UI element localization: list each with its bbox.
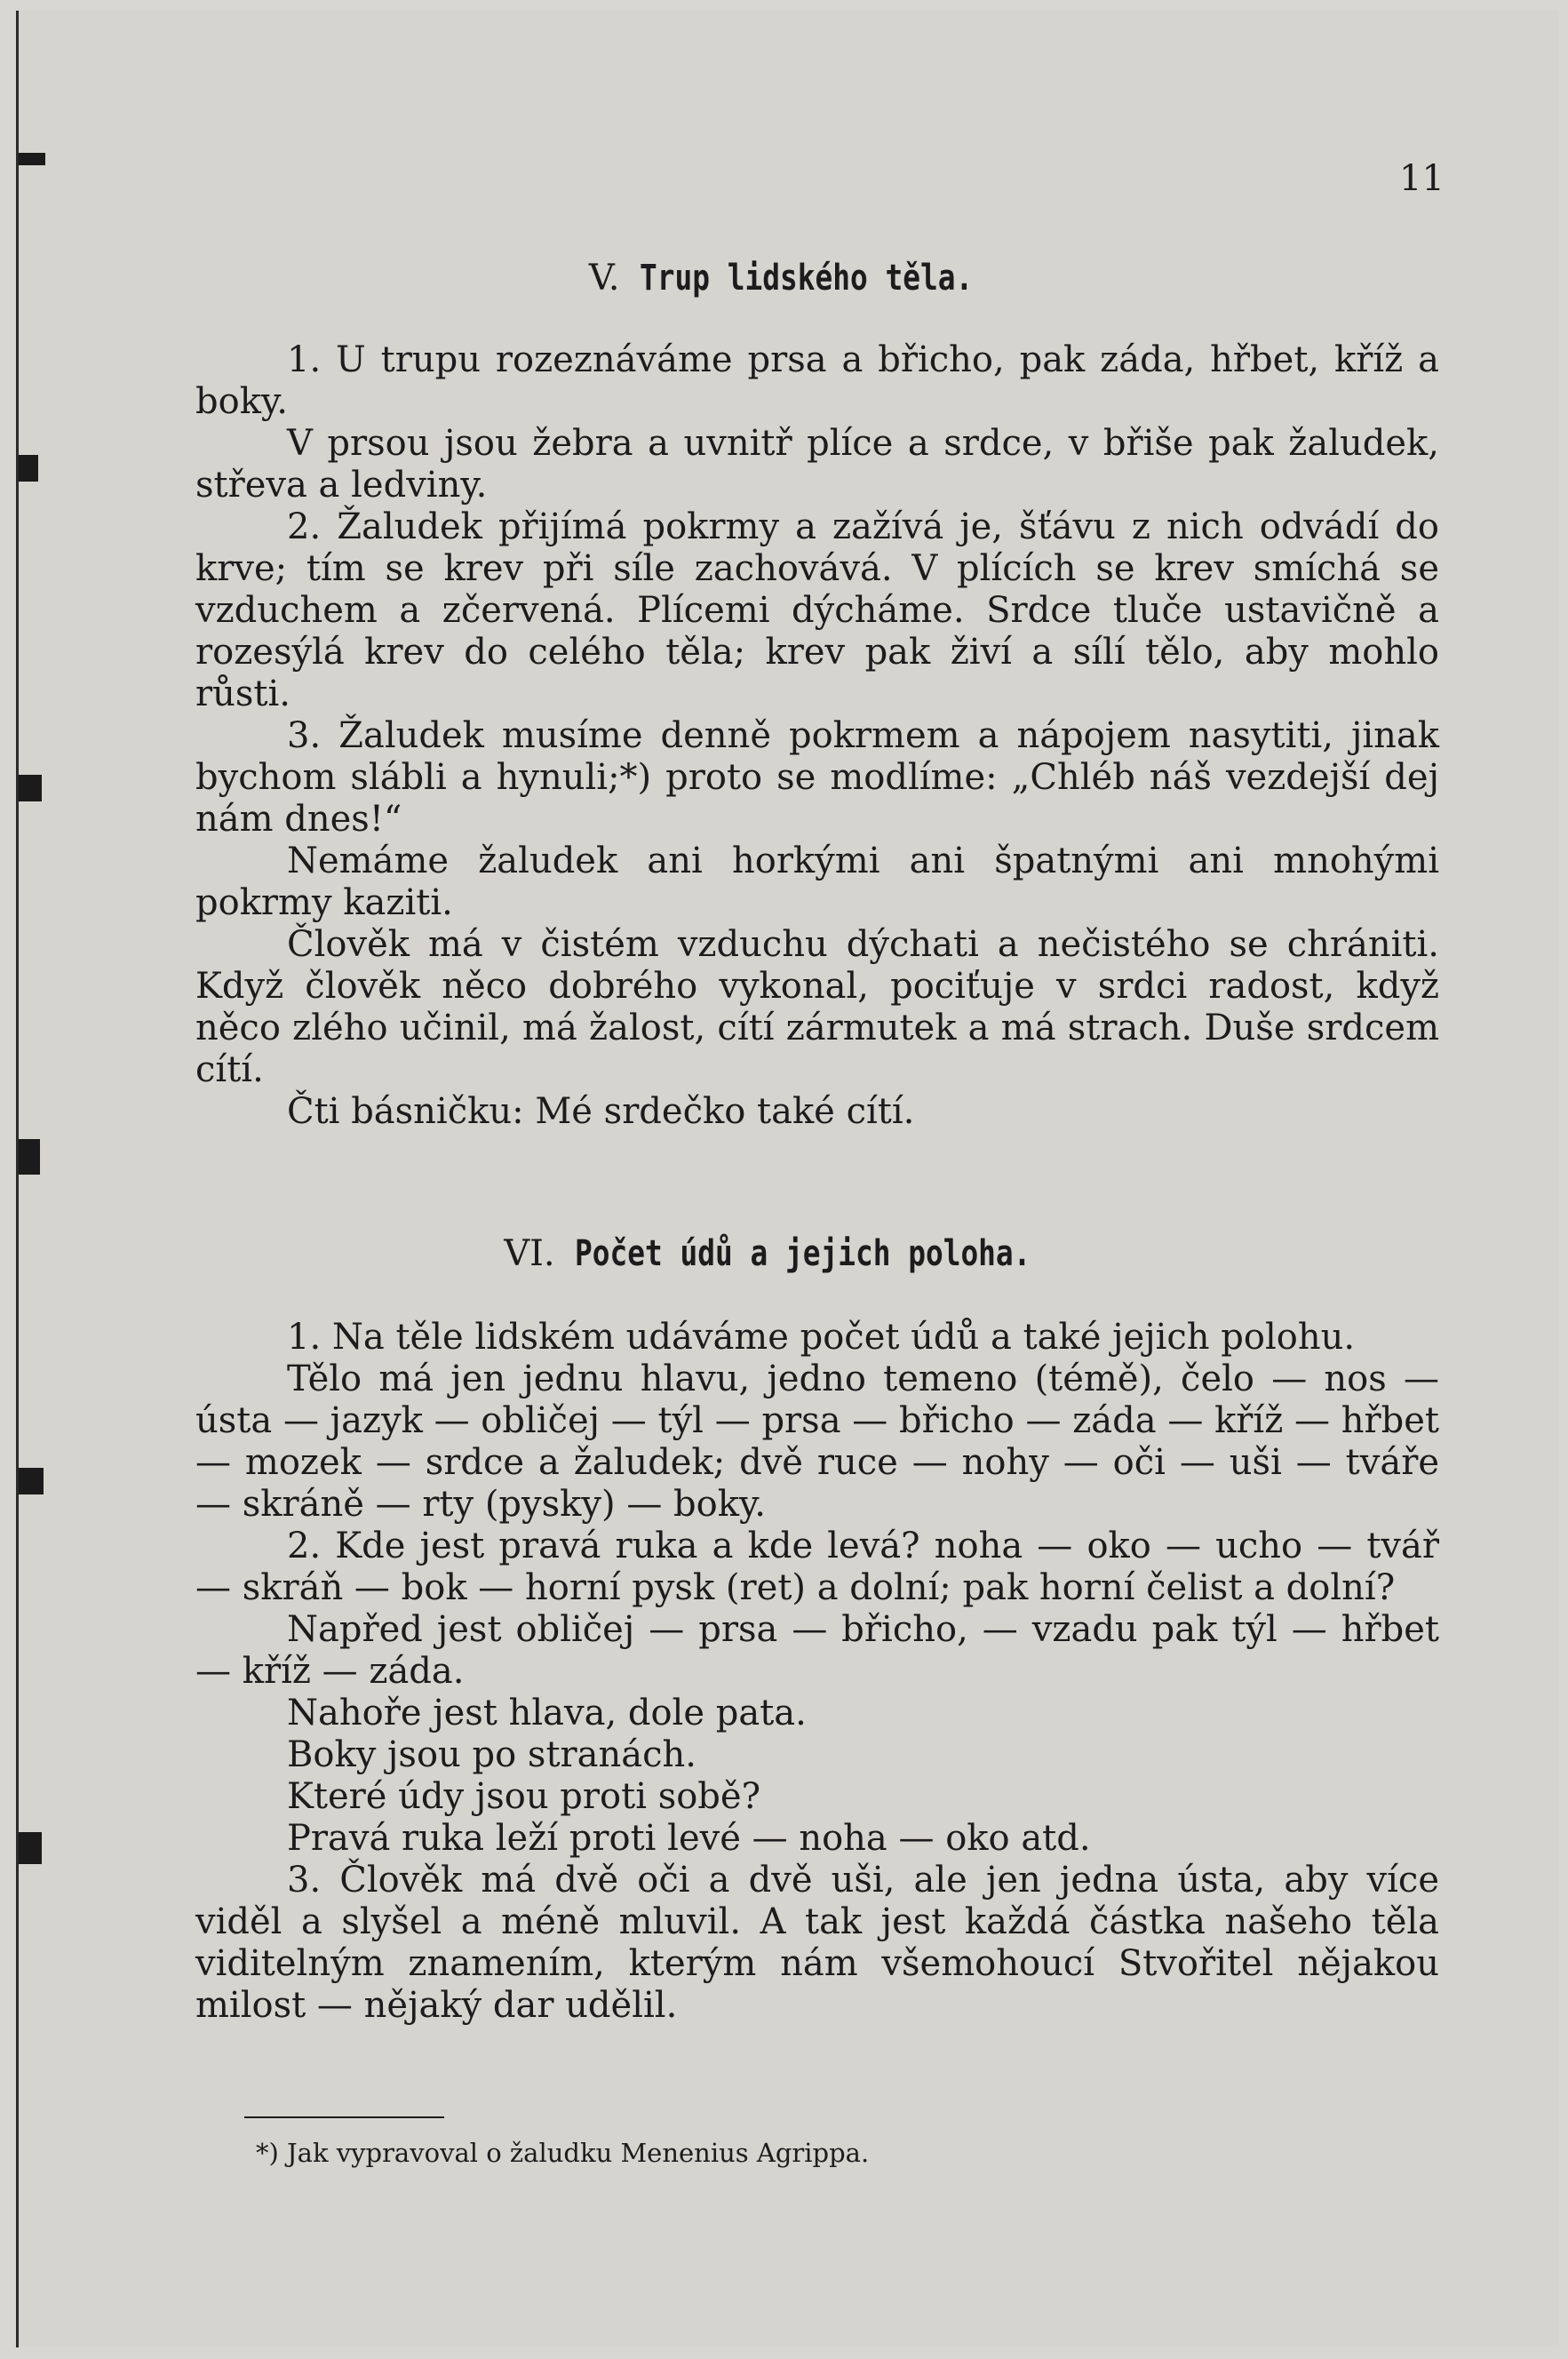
paragraph: 2. Kde jest pravá ruka a kde levá? noha — oko — ucho — tvář — skráň — bok — horní pysk (ret) a dolní; pak horní čelist a dolní?: [195, 1526, 1439, 1608]
binding-mark: [19, 775, 42, 801]
paragraph: Pravá ruka leží proti levé — noha — oko atd.: [287, 1818, 1091, 1859]
paragraph: Člověk má v čistém vzduchu dýchati a nečistého se chrániti. Když člověk něco dobrého vykonal, pociťuje v srdci radost, když něco zlého učinil, má žalost, cítí zármutek a má strach. Duše srdcem cítí.: [195, 924, 1439, 1090]
paragraph: 3. Žaludek musíme denně pokrmem a nápojem nasytiti, jinak bychom slábli a hynuli;*) proto se modlíme: „Chléb náš vezdejší dej nám dnes!“: [195, 715, 1439, 840]
section-heading-v: [195, 258, 1439, 299]
binding-mark: [19, 1468, 44, 1494]
paragraph: Boky jsou po stranách.: [287, 1734, 696, 1775]
binding-mark: [19, 1139, 40, 1175]
section-title: Počet údů a jejich poloha.: [574, 1233, 1031, 1274]
paragraph: Nahoře jest hlava, dole pata.: [287, 1693, 807, 1733]
paragraph: 2. Žaludek přijímá pokrmy a zažívá je, šťávu z nich odvádí do krve; tím se krev při síle zachovává. V plících se krev smíchá se vzduchem a zčervená. Plícemi dýcháme. Srdce tluče ustavičně a rozesýlá krev do celého těla; krev pak živí a sílí tělo, aby mohlo růsti.: [195, 506, 1439, 714]
paragraph: Napřed jest obličej — prsa — břicho, — vzadu pak týl — hřbet — kříž — záda.: [195, 1609, 1439, 1692]
page-number: 11: [1399, 158, 1445, 199]
footnote: *) Jak vypravoval o žaludku Menenius Agrippa.: [256, 2138, 870, 2168]
section-heading-vi: [195, 1233, 1439, 1275]
section-title: Trup lidského těla.: [639, 258, 973, 299]
section-number: VI.: [504, 1233, 555, 1274]
section-v-body: [195, 339, 1439, 1133]
paragraph: Čti básničku: Mé srdečko také cítí.: [287, 1091, 915, 1132]
footnote-rule: [244, 2116, 444, 2118]
binding-mark: [19, 1832, 42, 1864]
binding-mark: [19, 153, 45, 165]
paragraph: V prsou jsou žebra a uvnitř plíce a srdce, v břiše pak žaludek, střeva a ledviny.: [195, 423, 1439, 506]
paragraph: Které údy jsou proti sobě?: [287, 1776, 761, 1817]
paragraph: Nemáme žaludek ani horkými ani špatnými ani mnohými pokrmy kaziti.: [195, 841, 1439, 923]
binding-mark: [19, 455, 38, 482]
paragraph: 1. Na těle lidském udáváme počet údů a také jejich polohu.: [287, 1317, 1356, 1358]
paragraph: 1. U trupu rozeznáváme prsa a břicho, pak záda, hřbet, kříž a boky.: [195, 339, 1439, 422]
section-number: V.: [588, 258, 620, 299]
section-vi-body: [195, 1317, 1439, 2027]
paragraph: 3. Člověk má dvě oči a dvě uši, ale jen jedna ústa, aby více viděl a slyšel a méně mluvil. A tak jest každá částka našeho těla viditelným znamením, kterým nám všemohoucí Stvořitel nějakou milost — nějaký dar udělil.: [195, 1860, 1439, 2026]
paragraph: Tělo má jen jednu hlavu, jedno temeno (témě), čelo — nos — ústa — jazyk — obličej — týl — prsa — břicho — záda — kříž — hřbet — mozek — srdce a žaludek; dvě ruce — nohy — oči — uši — tváře — skráně — rty (pysky) — boky.: [195, 1359, 1439, 1525]
